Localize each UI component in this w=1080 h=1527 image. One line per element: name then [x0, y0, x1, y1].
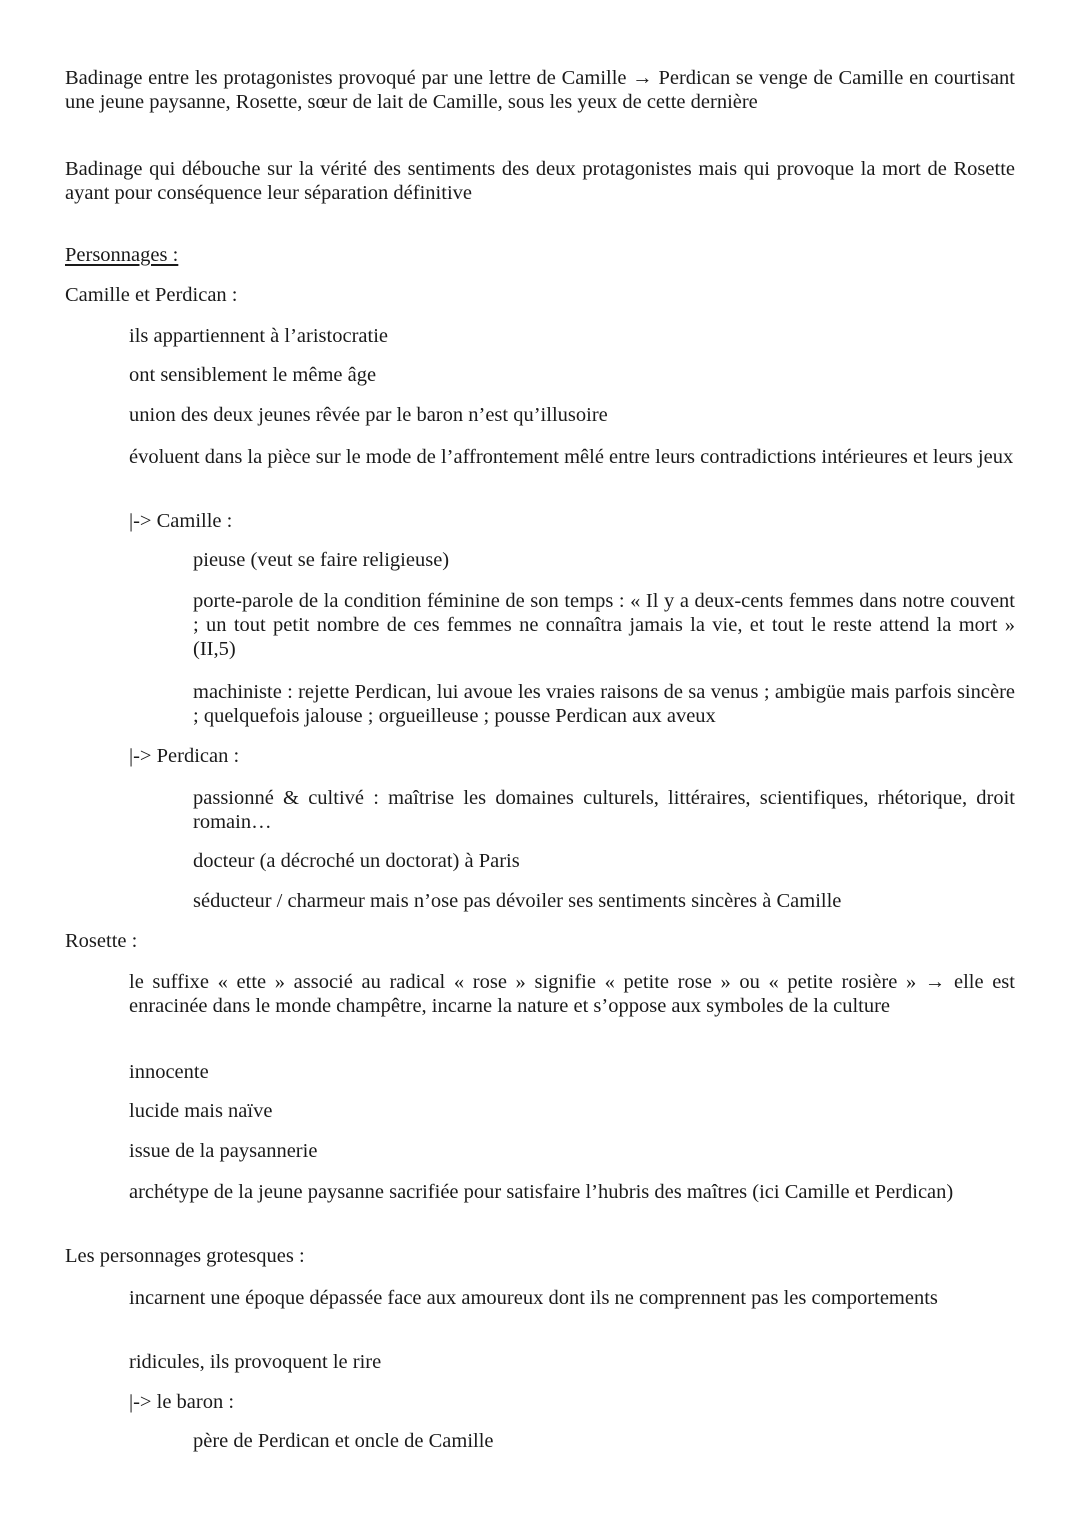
heading-rosette: Rosette :	[65, 930, 138, 952]
list-item: ont sensiblement le même âge	[129, 364, 377, 386]
intro-paragraph-2: Badinage qui débouche sur la vérité des sentiments des deux protagonistes mais qui provoque la mort de Rosette ayant pour conséquence leur séparation définitive	[65, 158, 1015, 204]
heading-grotesques: Les personnages grotesques :	[65, 1245, 305, 1267]
list-item: docteur (a décroché un doctorat) à Paris	[193, 850, 520, 872]
list-item: séducteur / charmeur mais n’ose pas dévoiler ses sentiments sincères à Camille	[193, 890, 842, 912]
intro-paragraph-1: Badinage entre les protagonistes provoqué par une lettre de Camille → Perdican se venge de Camille en courtisant une jeune paysanne, Rosette, sœur de lait de Camille, sous les yeux de cette dernière	[65, 67, 1015, 113]
list-item: lucide mais naïve	[129, 1100, 273, 1122]
heading-camille-perdican: Camille et Perdican :	[65, 284, 238, 306]
list-item: archétype de la jeune paysanne sacrifiée pour satisfaire l’hubris des maîtres (ici Camille et Perdican)	[129, 1181, 954, 1203]
section-title-personnages: Personnages :	[65, 244, 179, 266]
subheading-perdican: |-> Perdican :	[129, 745, 240, 767]
subheading-camille: |-> Camille :	[129, 510, 233, 532]
list-item: innocente	[129, 1061, 209, 1083]
list-item: incarnent une époque dépassée face aux amoureux dont ils ne comprennent pas les comportements	[129, 1287, 938, 1309]
list-item: issue de la paysannerie	[129, 1140, 318, 1162]
list-item: union des deux jeunes rêvée par le baron n’est qu’illusoire	[129, 404, 608, 426]
list-item: le suffixe « ette » associé au radical « rose » signifie « petite rose » ou « petite rosière » → elle est enracinée dans le monde champêtre, incarne la nature et s’oppose aux symboles de la culture	[129, 971, 1015, 1017]
list-item: machiniste : rejette Perdican, lui avoue les vraies raisons de sa venus ; ambigüe mais parfois sincère ; quelquefois jalouse ; orgueilleuse ; pousse Perdican aux aveux	[193, 681, 1015, 727]
list-item: père de Perdican et oncle de Camille	[193, 1430, 494, 1452]
list-item: évoluent dans la pièce sur le mode de l’affrontement mêlé entre leurs contradictions intérieures et leurs jeux	[129, 446, 1014, 468]
list-item: ridicules, ils provoquent le rire	[129, 1351, 382, 1373]
list-item: passionné & cultivé : maîtrise les domaines culturels, littéraires, scientifiques, rhétorique, droit romain…	[193, 787, 1015, 833]
list-item: pieuse (veut se faire religieuse)	[193, 549, 450, 571]
list-item: ils appartiennent à l’aristocratie	[129, 325, 388, 347]
list-item: porte-parole de la condition féminine de son temps : « Il y a deux-cents femmes dans notre couvent ; un tout petit nombre de ces femmes ne connaîtra jamais la vie, et tout le reste attend la mort » (II,5)	[193, 590, 1015, 660]
subheading-baron: |-> le baron :	[129, 1391, 235, 1413]
